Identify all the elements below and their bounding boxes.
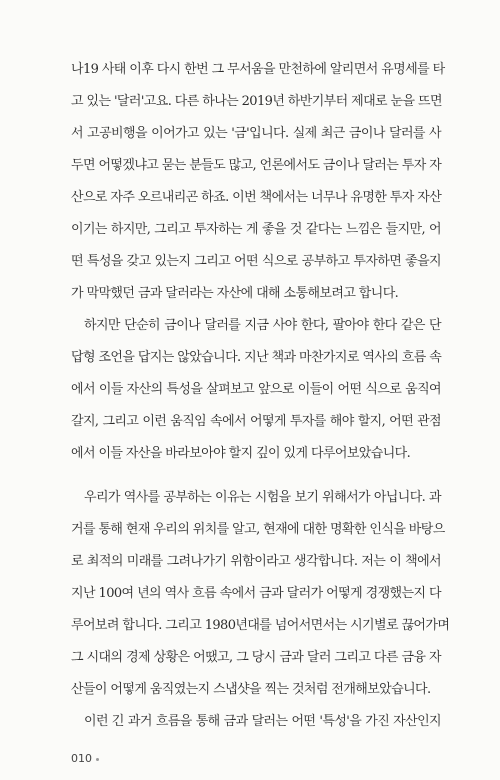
body-text-line: 이기는 하지만, 그리고 투자하는 게 좋을 것 같다는 느낌은 들지만, 어 xyxy=(71,222,441,237)
body-text-line: 이런 긴 과거 흐름을 통해 금과 달러는 어떤 '특성'을 가진 자산인지 xyxy=(84,714,441,729)
body-text-line: 서 고공비행을 이어가고 있는 '금'입니다. 실제 최근 금이나 달러를 사 xyxy=(71,126,441,141)
body-text-line: 답형 조언을 답지는 않았습니다. 지난 책과 마찬가지로 역사의 흐름 속 xyxy=(71,350,442,365)
folio-dot xyxy=(96,758,99,761)
body-text-line: 에서 이들 자산을 바라보아야 할지 깊이 있게 다루어보았습니다. xyxy=(71,446,411,461)
body-text-line: 우리가 역사를 공부하는 이유는 시험을 보기 위해서가 아닙니다. 과 xyxy=(84,490,441,505)
body-text-line: 떤 특성을 갖고 있는지 그리고 어떤 식으로 공부하고 투자하면 좋을지 xyxy=(71,254,441,269)
body-text-line: 산들이 어떻게 움직였는지 스냅샷을 찍는 것처럼 전개해보았습니다. xyxy=(71,682,431,697)
body-text-line: 지난 100여 년의 역사 흐름 속에서 금과 달러가 어떻게 경쟁했는지 다 xyxy=(71,586,441,601)
body-text-line: 하지만 단순히 금이나 달러를 지금 사야 한다, 팔아야 한다 같은 단 xyxy=(84,318,441,333)
body-text-line: 산으로 자주 오르내리곤 하죠. 이번 책에서는 너무나 유명한 투자 자산 xyxy=(71,190,442,205)
body-text-line: 갈지, 그리고 이런 움직임 속에서 어떻게 투자를 해야 할지, 어떤 관점 xyxy=(71,414,441,429)
body-text-line: 두면 어떻겠냐고 묻는 분들도 많고, 언론에서도 금이나 달러는 투자 자 xyxy=(71,158,442,173)
page-number xyxy=(71,752,99,766)
body-text-line: 나19 사태 이후 다시 한번 그 무서움을 만천하에 알리면서 유명세를 타 xyxy=(71,62,445,77)
body-text-line: 루어보려 합니다. 그리고 1980년대를 넘어서면서는 시기별로 끊어가며 xyxy=(71,618,450,633)
body-text-line: 그 시대의 경제 상황은 어땠고, 그 당시 금과 달러 그리고 다른 금융 자 xyxy=(71,650,441,665)
body-text-line: 고 있는 '달러'고요. 다른 하나는 2019년 하반기부터 제대로 눈을 뜨면 xyxy=(71,94,442,109)
body-text-line: 거를 통해 현재 우리의 위치를 알고, 현재에 대한 명확한 인식을 바탕으 xyxy=(71,522,445,537)
body-text-line: 가 막막했던 금과 달러라는 자산에 대해 소통해보려고 합니다. xyxy=(71,286,399,301)
page-number-text: 010 xyxy=(71,752,92,765)
body-text-line: 에서 이들 자산의 특성을 살펴보고 앞으로 이들이 어떤 식으로 움직여 xyxy=(71,382,441,397)
body-text-line: 로 최적의 미래를 그려나가기 위함이라고 생각합니다. 저는 이 책에서 xyxy=(71,554,441,569)
